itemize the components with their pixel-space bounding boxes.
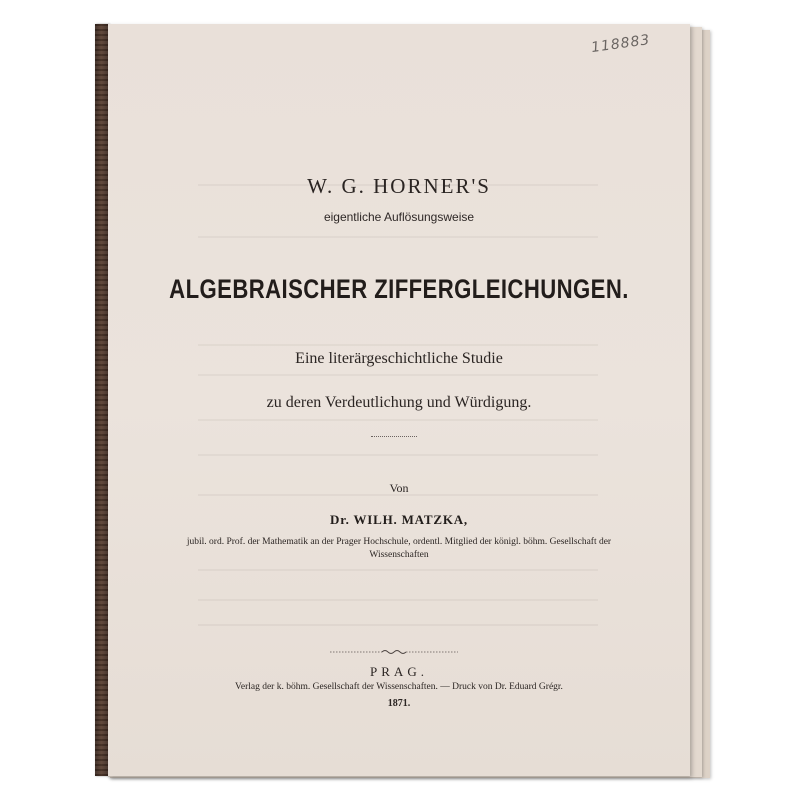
handwritten-number: 118883 [589,31,651,57]
show-through-line [198,344,598,346]
show-through-line [198,599,598,601]
by-label: Von [389,481,409,495]
show-through-line [198,624,598,626]
publisher-line: Verlag der k. böhm. Gesellschaft der Wissenschaften. — Druck von Dr. Eduard Grégr. [235,682,563,692]
divider-rule [371,436,417,437]
author-name: Dr. WILH. MATZKA, [330,512,468,527]
publication-year: 1871. [387,698,411,709]
main-title: ALGEBRAISCHER ZIFFERGLEICHUNGEN. [169,274,629,304]
show-through-line [198,419,598,421]
ornament-divider [330,648,458,656]
show-through-line [198,569,598,571]
show-through-line [198,454,598,456]
place-of-publication: PRAG. [370,664,428,679]
show-through-line [198,374,598,376]
show-through-line [198,236,598,238]
subtitle: eigentliche Auflösungsweise [323,210,475,224]
study-line-2: zu deren Verdeutlichung und Würdigung. [266,394,532,411]
study-line-1: Eine literärgeschichtliche Studie [295,350,503,367]
title-page [108,24,690,776]
binding-spine [95,24,109,776]
author-heading: W. G. HORNER'S [307,174,491,198]
author-affiliation: jubil. ord. Prof. der Mathematik an der Prager Hochschule, ordentl. Mitglied der königl. böhm. Gesellschaft der Wissenschaften [186,537,612,560]
